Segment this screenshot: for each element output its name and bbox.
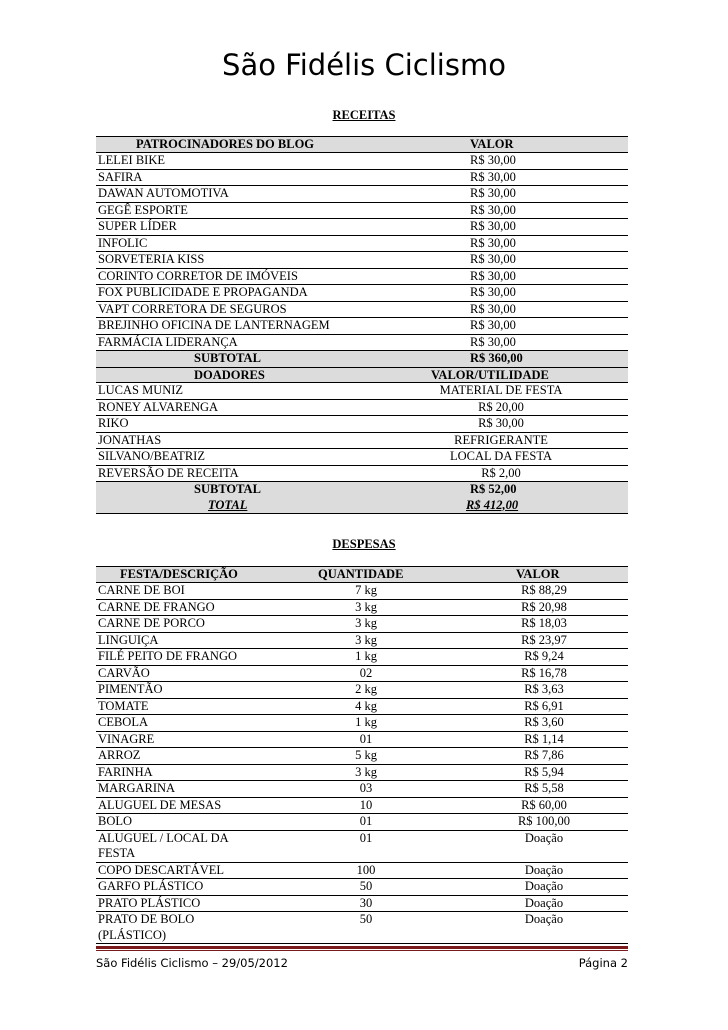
sponsor-name: LELEI BIKE: [98, 153, 165, 167]
donor-row: [96, 416, 628, 433]
expense-description: CARNE DE FRANGO: [98, 599, 215, 614]
sponsor-name: SORVETERIA KISS: [98, 252, 205, 266]
expense-quantity: 4 kg: [355, 698, 377, 713]
expense-value: R$ 5,94: [524, 764, 564, 779]
sponsor-row: [96, 186, 628, 203]
donor-name: JONATHAS: [98, 432, 162, 447]
expense-row: [96, 732, 628, 749]
expense-quantity: 7 kg: [355, 583, 377, 597]
sponsor-name: BREJINHO OFICINA DE LANTERNAGEM: [98, 318, 330, 332]
expense-description: CARNE DE BOI: [98, 583, 185, 597]
subtotal-value-2: R$ 52,00: [470, 482, 517, 496]
expense-row: [96, 649, 628, 666]
sponsor-value: R$ 30,00: [470, 219, 516, 233]
expense-description: VINAGRE: [98, 731, 155, 746]
sponsor-value: R$ 30,00: [470, 268, 516, 283]
donors-header-row: [96, 367, 628, 384]
expense-value: R$ 3,63: [524, 682, 564, 696]
sponsor-row: [96, 153, 628, 170]
donor-name: LUCAS MUNIZ: [98, 383, 184, 397]
donor-name: REVERSÃO DE RECEITA: [98, 465, 239, 480]
subtotal-label-2: SUBTOTAL: [194, 482, 261, 496]
donor-name: SILVANO/BEATRIZ: [98, 449, 205, 463]
expense-quantity: 10: [359, 797, 373, 812]
donor-value: R$ 20,00: [478, 399, 524, 414]
expense-value: R$ 3,60: [524, 715, 564, 729]
expense-description: CARNE DE PORCO: [98, 616, 205, 630]
expense-quantity: 2 kg: [355, 682, 377, 696]
sponsor-row: [96, 318, 628, 335]
receitas-table: [96, 136, 628, 514]
expense-value: Doação: [524, 830, 564, 845]
sponsor-row: [96, 219, 628, 236]
donor-row: [96, 433, 628, 450]
expense-description: MARGARINA: [98, 781, 176, 795]
despesas-table: [96, 566, 628, 944]
subtotal-label: SUBTOTAL: [194, 351, 261, 365]
expense-value: R$ 1,14: [524, 731, 564, 746]
expense-quantity: 3 kg: [355, 616, 377, 630]
expense-quantity: 50: [359, 879, 373, 893]
expense-quantity: 1 kg: [355, 649, 377, 663]
donor-value: MATERIAL DE FESTA: [439, 383, 563, 397]
donor-value: R$ 2,00: [481, 465, 521, 480]
sponsor-name: DAWAN AUTOMOTIVA: [98, 186, 229, 200]
expense-value: R$ 5,58: [524, 781, 564, 795]
expense-quantity: 03: [359, 781, 373, 795]
quantity-column-header: QUANTIDADE: [318, 567, 404, 581]
expense-row: [96, 715, 628, 732]
expense-description: FARINHA: [98, 764, 153, 779]
expense-description: PIMENTÃO: [98, 682, 163, 696]
expense-value: Doação: [524, 862, 564, 877]
total-value: R$ 412,00: [466, 497, 519, 512]
expense-value: R$ 6,91: [524, 698, 564, 713]
subtotal-row: [96, 351, 628, 367]
sponsor-row: [96, 302, 628, 319]
footer-left: São Fidélis Ciclismo – 29/05/2012: [96, 956, 288, 970]
sponsor-name: INFOLIC: [98, 235, 148, 250]
expense-quantity: 30: [359, 895, 373, 910]
expense-quantity: 01: [359, 731, 373, 746]
receitas-heading: RECEITAS: [332, 108, 396, 122]
expense-description: CARVÃO: [98, 665, 150, 680]
donors-value-column-header: VALOR/UTILIDADE: [431, 367, 549, 382]
expense-value: Doação: [524, 895, 564, 910]
expense-description: PRATO PLÁSTICO: [98, 895, 201, 910]
expense-description: CEBOLA: [98, 715, 148, 729]
subtotal-value: R$ 360,00: [470, 351, 523, 365]
donor-value: R$ 30,00: [478, 416, 524, 430]
sponsor-name: GEGÊ ESPORTE: [98, 202, 188, 217]
sponsor-name: VAPT CORRETORA DE SEGUROS: [98, 301, 287, 316]
donors-column-header: DOADORES: [194, 367, 265, 382]
donor-value: LOCAL DA FESTA: [449, 449, 552, 463]
expense-description: TOMATE: [98, 698, 149, 713]
donor-name: RIKO: [98, 416, 129, 430]
sponsor-row: [96, 252, 628, 269]
sponsor-name: FARMÁCIA LIDERANÇA: [98, 334, 238, 349]
expense-value: Doação: [524, 912, 564, 926]
expense-value: R$ 16,78: [521, 665, 567, 680]
expense-row: [96, 616, 628, 633]
page-number: Página 2: [578, 956, 628, 970]
receitas-header-row: [96, 136, 628, 153]
sponsors-column-header: PATROCINADORES DO BLOG: [136, 137, 315, 151]
sponsor-row: [96, 335, 628, 352]
expense-description: GARFO PLÁSTICO: [98, 879, 204, 893]
donor-row: [96, 383, 628, 400]
sponsor-value: R$ 30,00: [470, 285, 516, 299]
expense-quantity: 01: [359, 830, 373, 845]
sponsor-value: R$ 30,00: [470, 186, 516, 200]
expense-quantity: 3 kg: [355, 599, 377, 614]
sponsor-name: SAFIRA: [98, 169, 143, 184]
expense-description: ALUGUEL / LOCAL DA FESTA: [98, 830, 228, 860]
donor-row: [96, 400, 628, 417]
expense-row: [96, 682, 628, 699]
expense-value: R$ 18,03: [521, 616, 567, 630]
sponsor-row: [96, 285, 628, 302]
expense-row: [96, 912, 628, 944]
expense-description: ALUGUEL DE MESAS: [98, 797, 222, 812]
expense-row: [96, 583, 628, 600]
expense-row: [96, 600, 628, 617]
sponsor-row: [96, 269, 628, 286]
donor-row: [96, 466, 628, 483]
expense-quantity: 1 kg: [355, 715, 377, 729]
expense-quantity: 01: [359, 814, 373, 828]
sponsor-value: R$ 30,00: [470, 334, 516, 349]
sponsor-row: [96, 203, 628, 220]
expense-value: R$ 88,29: [521, 583, 567, 597]
sponsor-row: [96, 236, 628, 253]
expense-row: [96, 765, 628, 782]
subtotal-row-2: [96, 482, 628, 498]
value-column-header: VALOR: [470, 137, 514, 151]
description-column-header: FESTA/DESCRIÇÃO: [120, 567, 238, 581]
sponsor-name: CORINTO CORRETOR DE IMÓVEIS: [98, 268, 298, 283]
donor-row: [96, 449, 628, 466]
sponsor-value: R$ 30,00: [470, 301, 516, 316]
sponsor-value: R$ 30,00: [470, 318, 516, 332]
expense-value: Doação: [524, 879, 564, 893]
despesas-header-row: [96, 566, 628, 583]
expense-row: [96, 633, 628, 650]
expense-row: [96, 699, 628, 716]
expense-value: R$ 60,00: [521, 797, 567, 812]
expense-value: R$ 20,98: [521, 599, 567, 614]
expense-quantity: 5 kg: [355, 748, 377, 762]
despesas-heading: DESPESAS: [332, 537, 396, 551]
sponsor-row: [96, 170, 628, 187]
sponsor-value: R$ 30,00: [470, 235, 516, 250]
expense-row: [96, 666, 628, 683]
expense-value: R$ 7,86: [524, 748, 564, 762]
expense-row: [96, 896, 628, 913]
expense-row: [96, 814, 628, 831]
total-label: TOTAL: [208, 497, 248, 512]
expense-description: COPO DESCARTÁVEL: [98, 862, 224, 877]
expense-row: [96, 879, 628, 896]
expense-row: [96, 863, 628, 880]
expense-quantity: 3 kg: [355, 632, 377, 647]
expense-description: PRATO DE BOLO (PLÁSTICO): [98, 912, 195, 942]
expense-value: R$ 23,97: [521, 632, 567, 647]
expense-quantity: 50: [359, 912, 373, 926]
donor-name: RONEY ALVARENGA: [98, 399, 219, 414]
expense-row: [96, 748, 628, 765]
sponsor-name: SUPER LÍDER: [98, 219, 177, 233]
footer-rule: [96, 946, 628, 949]
expense-description: LINGUIÇA: [98, 632, 159, 647]
sponsor-value: R$ 30,00: [470, 169, 516, 184]
footer-rule-thin: [96, 950, 628, 951]
sponsor-value: R$ 30,00: [470, 252, 516, 266]
expense-row: [96, 831, 628, 863]
expense-description: BOLO: [98, 814, 133, 828]
expense-quantity: 3 kg: [355, 764, 377, 779]
expense-row: [96, 798, 628, 815]
expense-description: ARROZ: [98, 748, 141, 762]
expense-value: R$ 100,00: [517, 814, 571, 828]
total-row: [96, 498, 628, 515]
expense-quantity: 02: [359, 665, 373, 680]
sponsor-name: FOX PUBLICIDADE E PROPAGANDA: [98, 285, 308, 299]
sponsor-value: R$ 30,00: [470, 202, 516, 217]
expense-value: R$ 9,24: [524, 649, 564, 663]
expense-value-column-header: VALOR: [516, 567, 560, 581]
donor-value: REFRIGERANTE: [454, 432, 548, 447]
document-title: São Fidélis Ciclismo: [222, 48, 506, 82]
expense-quantity: 100: [356, 862, 376, 877]
expense-description: FILÉ PEITO DE FRANGO: [98, 649, 238, 663]
expense-row: [96, 781, 628, 798]
sponsor-value: R$ 30,00: [470, 153, 516, 167]
